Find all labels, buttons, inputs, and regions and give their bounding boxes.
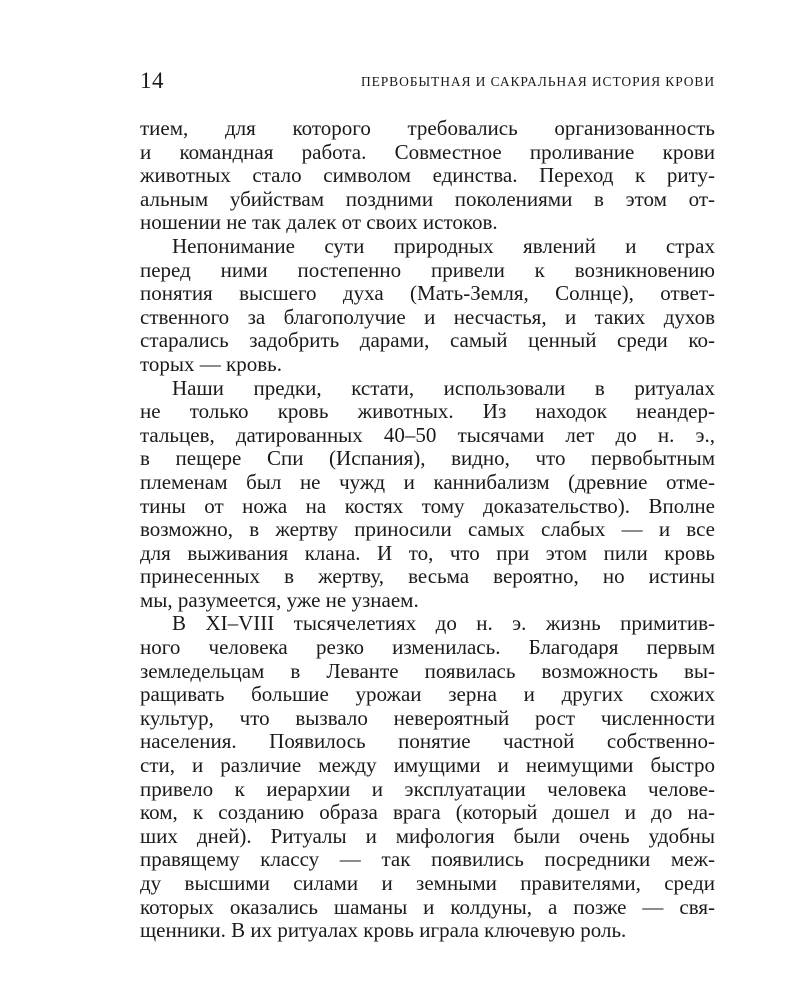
text-line: возможно, в жертву приносили самых слабых — и все (140, 517, 715, 542)
text-line: торых — кровь. (140, 351, 282, 376)
text-line: в пещере Спи (Испания), видно, что первобытным (140, 446, 715, 471)
text-line: ращивать большие урожаи зерна и других схожих (140, 682, 715, 707)
text-line: мы, разумеется, уже не узнаем. (140, 587, 419, 612)
text-line: для выживания клана. И то, что при этом пили кровь (140, 540, 715, 565)
chapter-title: ПЕРВОБЫТНАЯ И САКРАЛЬНАЯ ИСТОРИЯ КРОВИ (360, 74, 715, 89)
text-line: племенам был не чужд и каннибализм (древние отме- (140, 469, 715, 494)
text-line: культур, что вызвало невероятный рост численности (140, 705, 715, 730)
text-line: принесенных в жертву, весьма вероятно, но истины (140, 564, 715, 589)
paragraph-1 (140, 117, 715, 235)
text-line: ком, к созданию образа врага (который дошел и до на- (140, 800, 715, 825)
text-line: щенники. В их ритуалах кровь играла ключевую роль. (140, 918, 627, 943)
text-line: ношении не так далек от своих истоков. (140, 210, 498, 235)
text-line: В XI–VIII тысячелетиях до н. э. жизнь примитив- (172, 611, 715, 636)
text-line: земледельцам в Леванте появилась возможность вы- (140, 658, 715, 683)
text-line: ших дней). Ритуалы и мифология были очень удобны (140, 823, 715, 848)
text-line: тием, для которого требовались организованность (140, 116, 715, 140)
text-line: Наши предки, кстати, использовали в ритуалах (172, 375, 715, 400)
text-line: ственного за благополучие и несчастья, и таких духов (140, 304, 715, 329)
book-page (140, 60, 715, 960)
text-line: старались задобрить дарами, самый ценный среди ко- (140, 328, 715, 353)
text-line: перед ними постепенно привели к возникновению (140, 257, 715, 282)
body-text (140, 117, 715, 943)
text-line: тальцев, датированных 40–50 тысячами лет до н. э., (140, 422, 715, 447)
text-line: ного человека резко изменилась. Благодаря первым (140, 635, 715, 660)
text-line: населения. Появилось понятие частной собственно- (140, 729, 715, 754)
text-line: привело к иерархии и эксплуатации человека челове- (140, 776, 715, 801)
text-line: понятия высшего духа (Мать-Земля, Солнце), ответ- (140, 281, 715, 306)
paragraph-4 (140, 612, 715, 942)
paragraph-2 (140, 235, 715, 377)
text-line: тины от ножа на костях тому доказательство). Вполне (140, 493, 715, 518)
text-line: не только кровь животных. Из находок неандер- (140, 399, 715, 424)
text-line: животных стало символом единства. Переход к риту- (140, 163, 715, 188)
page-number: 14 (140, 68, 164, 93)
text-line: правящему классу — так появились посредники меж- (140, 847, 715, 872)
text-line: Непонимание сути природных явлений и страх (172, 233, 715, 258)
running-head (140, 60, 715, 100)
text-line: и командная работа. Совместное проливание крови (140, 139, 715, 164)
text-line: которых оказались шаманы и колдуны, а позже — свя- (140, 894, 715, 919)
text-line: ду высшими силами и земными правителями, среди (140, 871, 715, 895)
text-line: альным убийствам поздними поколениями в этом от- (140, 186, 715, 211)
paragraph-3 (140, 377, 715, 613)
text-line: сти, и различие между имущими и неимущими быстро (140, 753, 715, 778)
